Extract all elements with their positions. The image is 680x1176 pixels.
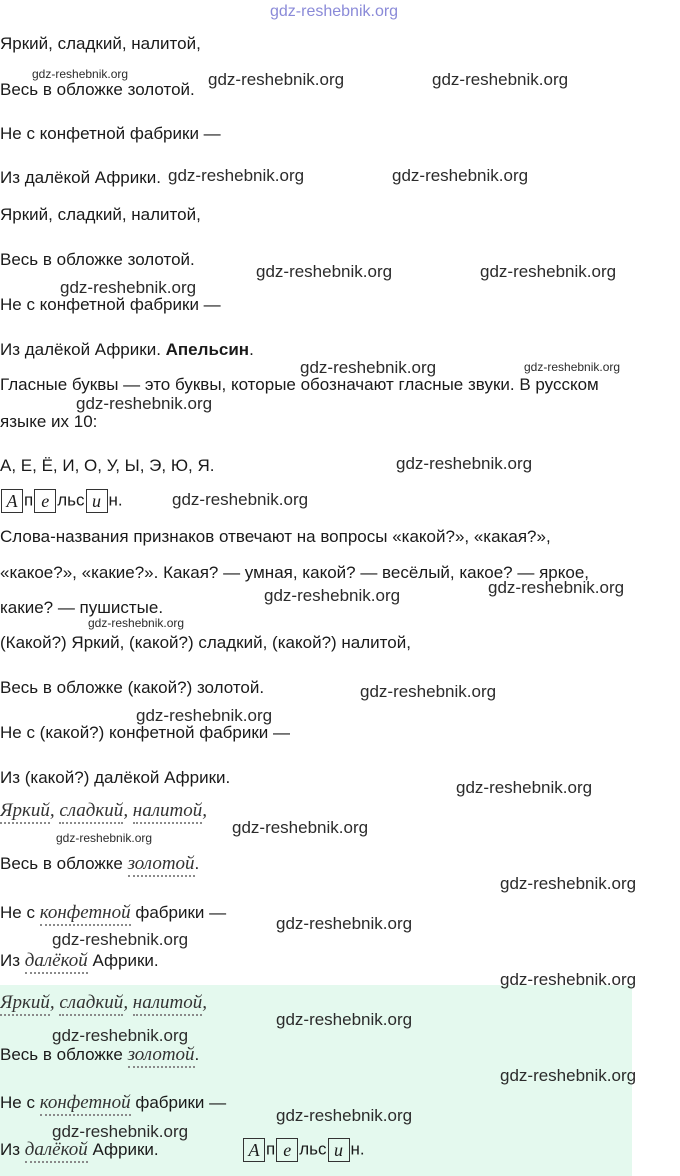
poem-answer-line: Из далёкой Африки. Апельсин. bbox=[0, 340, 254, 359]
poem-line-4: Из далёкой Африки. bbox=[0, 168, 161, 187]
watermark: gdz-reshebnik.org bbox=[168, 166, 305, 185]
marked-line-4: Из далёкой Африки. bbox=[0, 1140, 159, 1160]
watermark: gdz-reshebnik.org bbox=[52, 1122, 189, 1141]
watermark: gdz-reshebnik.org bbox=[524, 360, 621, 374]
features-paragraph-line-2: «какое?», «какие?». Какая? — умная, какой? — весёлый, какое? — яркое, bbox=[0, 563, 589, 582]
watermark: gdz-reshebnik.org bbox=[276, 1010, 413, 1029]
watermark: gdz-reshebnik.org bbox=[392, 166, 529, 185]
question-line-3: Не с (какой?) конфетной фабрики — bbox=[0, 723, 291, 742]
watermark: gdz-reshebnik.org bbox=[88, 616, 185, 630]
watermark: gdz-reshebnik.org bbox=[456, 778, 593, 797]
poem-line-2: Весь в обложке золотой. bbox=[0, 80, 195, 99]
boxed-word: А п е льс и н. bbox=[242, 1138, 365, 1162]
watermark: gdz-reshebnik.org bbox=[270, 3, 399, 20]
watermark: gdz-reshebnik.org bbox=[360, 682, 497, 701]
marked-line-2: Весь в обложке золотой. bbox=[0, 1045, 199, 1065]
watermark: gdz-reshebnik.org bbox=[60, 278, 197, 297]
marked-line-4: Из далёкой Африки. bbox=[0, 951, 159, 971]
vowels-list: А, Е, Ё, И, О, У, Ы, Э, Ю, Я. bbox=[0, 456, 215, 475]
watermark: gdz-reshebnik.org bbox=[276, 1106, 413, 1125]
marked-line-2: Весь в обложке золотой. bbox=[0, 854, 199, 874]
watermark: gdz-reshebnik.org bbox=[276, 914, 413, 933]
watermark: gdz-reshebnik.org bbox=[488, 578, 625, 597]
poem-line-3: Не с конфетной фабрики — bbox=[0, 124, 221, 143]
vowel-box: и bbox=[328, 1138, 350, 1162]
answer-word: Апельсин bbox=[165, 340, 250, 359]
vowels-paragraph-line-1: Гласные буквы — это буквы, которые обозначают гласные звуки. В русском bbox=[0, 375, 599, 394]
marked-line-3: Не с конфетной фабрики — bbox=[0, 1093, 226, 1113]
watermark: gdz-reshebnik.org bbox=[52, 1026, 189, 1045]
watermark: gdz-reshebnik.org bbox=[208, 70, 345, 89]
boxed-word: А п е льс и н. bbox=[0, 489, 123, 513]
watermark: gdz-reshebnik.org bbox=[52, 930, 189, 949]
watermark: gdz-reshebnik.org bbox=[396, 454, 533, 473]
question-line-1: (Какой?) Яркий, (какой?) сладкий, (какой?) налитой, bbox=[0, 633, 411, 652]
watermark: gdz-reshebnik.org bbox=[32, 67, 129, 81]
vowel-box: А bbox=[243, 1138, 265, 1162]
watermark: gdz-reshebnik.org bbox=[432, 70, 569, 89]
features-paragraph-line-3: какие? — пушистые. bbox=[0, 598, 164, 617]
watermark: gdz-reshebnik.org bbox=[264, 586, 401, 605]
watermark: gdz-reshebnik.org bbox=[256, 262, 393, 281]
question-line-2: Весь в обложке (какой?) золотой. bbox=[0, 678, 265, 697]
marked-line-1: Яркий, сладкий, налитой, bbox=[0, 801, 207, 821]
marked-line-3: Не с конфетной фабрики — bbox=[0, 903, 226, 923]
question-line-4: Из (какой?) далёкой Африки. bbox=[0, 768, 231, 787]
marked-line-1: Яркий, сладкий, налитой, bbox=[0, 993, 207, 1013]
watermark: gdz-reshebnik.org bbox=[232, 818, 369, 837]
poem-line-3: Не с конфетной фабрики — bbox=[0, 295, 221, 314]
watermark: gdz-reshebnik.org bbox=[500, 970, 637, 989]
poem-line-1: Яркий, сладкий, налитой, bbox=[0, 205, 201, 224]
vowel-box: и bbox=[86, 489, 108, 513]
watermark: gdz-reshebnik.org bbox=[136, 706, 273, 725]
vowels-paragraph-line-2: языке их 10: bbox=[0, 412, 98, 431]
vowel-box: А bbox=[1, 489, 23, 513]
poem-line-2: Весь в обложке золотой. bbox=[0, 250, 195, 269]
watermark: gdz-reshebnik.org bbox=[76, 394, 213, 413]
watermark: gdz-reshebnik.org bbox=[500, 874, 637, 893]
watermark: gdz-reshebnik.org bbox=[480, 262, 617, 281]
watermark: gdz-reshebnik.org bbox=[172, 490, 309, 509]
features-paragraph-line-1: Слова-названия признаков отвечают на вопросы «какой?», «какая?», bbox=[0, 527, 551, 546]
vowel-box: е bbox=[34, 489, 56, 513]
watermark: gdz-reshebnik.org bbox=[500, 1066, 637, 1085]
poem-line-1: Яркий, сладкий, налитой, bbox=[0, 34, 201, 53]
watermark: gdz-reshebnik.org bbox=[56, 831, 153, 845]
watermark: gdz-reshebnik.org bbox=[300, 358, 437, 377]
vowel-box: е bbox=[276, 1138, 298, 1162]
